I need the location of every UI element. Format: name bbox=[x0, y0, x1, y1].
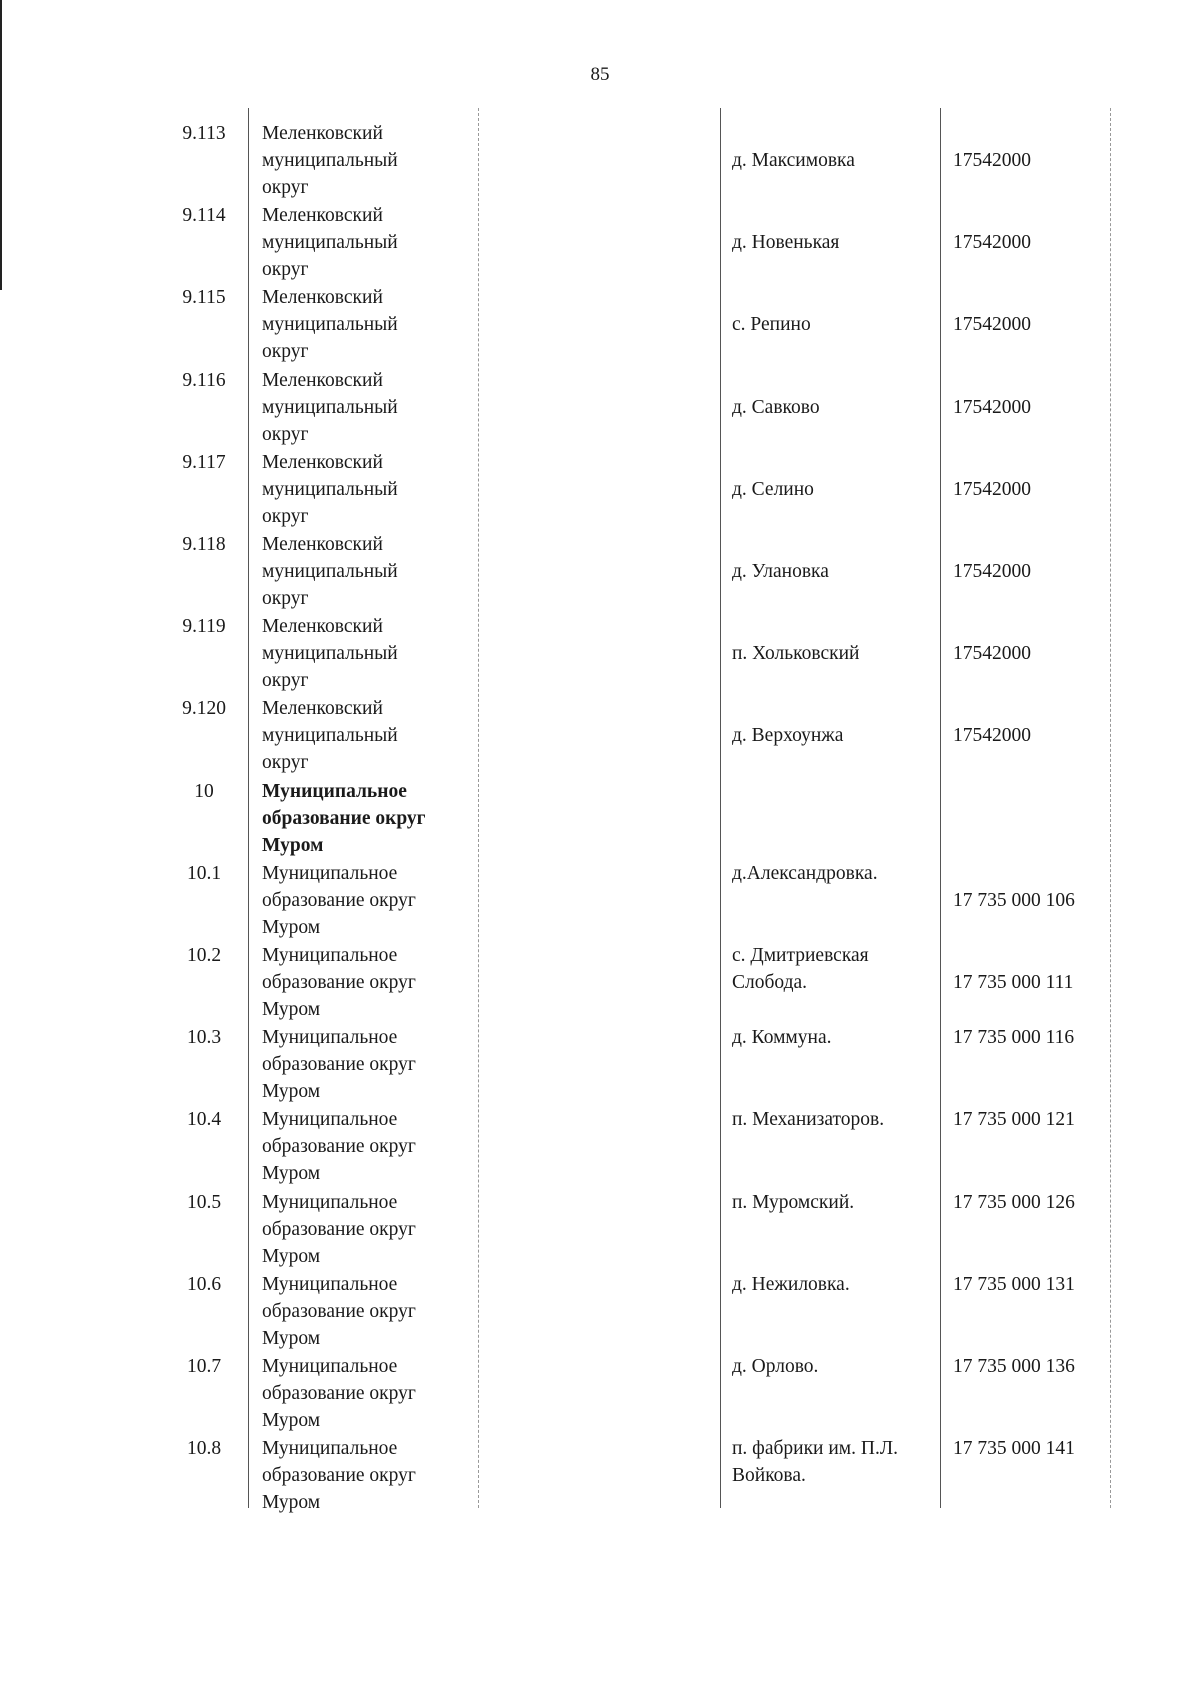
locality-name: д. Орлово. bbox=[732, 1356, 819, 1377]
row-number: 9.118 bbox=[182, 534, 226, 555]
table-row bbox=[0, 613, 1200, 695]
row-number: 10.5 bbox=[186, 1191, 222, 1213]
locality-name: п. Хольковский bbox=[732, 643, 860, 665]
table-row bbox=[0, 1106, 1200, 1188]
row-number: 9.113 bbox=[182, 123, 226, 144]
oktmo-code: 17 735 000 111 bbox=[953, 972, 1074, 993]
locality-name: п. фабрики им. П.Л. Войкова. bbox=[732, 1438, 898, 1487]
municipality-name: Меленковский муниципальный округ bbox=[262, 616, 398, 692]
oktmo-code: 17 735 000 106 bbox=[953, 889, 1075, 911]
row-number: 10.1 bbox=[186, 862, 222, 884]
row-number: 9.120 bbox=[182, 698, 226, 720]
municipality-name: Меленковский муниципальный округ bbox=[262, 205, 398, 281]
municipality-name: Муниципальное образование округ Муром bbox=[262, 1438, 416, 1514]
municipality-name: Муниципальное образование округ Муром bbox=[262, 780, 426, 856]
locality-name: д. Максимовка bbox=[732, 150, 855, 171]
table-row bbox=[0, 1271, 1200, 1353]
table-row bbox=[0, 942, 1200, 1024]
table-row bbox=[0, 1024, 1200, 1106]
row-number: 9.116 bbox=[182, 369, 226, 391]
oktmo-code: 17542000 bbox=[953, 150, 1031, 171]
table-row bbox=[0, 860, 1200, 942]
locality-name: д. Улановка bbox=[732, 561, 829, 582]
row-number: 10 bbox=[194, 780, 214, 802]
oktmo-code: 17 735 000 121 bbox=[953, 1109, 1075, 1131]
locality-name: д. Нежиловка. bbox=[732, 1273, 850, 1295]
municipality-name: Меленковский муниципальный округ bbox=[262, 369, 398, 445]
oktmo-code: 17542000 bbox=[953, 396, 1031, 418]
table-row bbox=[0, 367, 1200, 449]
oktmo-code: 17542000 bbox=[953, 232, 1031, 254]
locality-name: д. Верхоунжа bbox=[732, 725, 844, 747]
municipality-name: Меленковский муниципальный округ bbox=[262, 698, 398, 774]
municipality-name: Меленковский муниципальный округ bbox=[262, 451, 398, 527]
table-row bbox=[0, 531, 1200, 613]
municipality-name: Муниципальное образование округ Муром bbox=[262, 1356, 416, 1431]
oktmo-code: 17542000 bbox=[953, 478, 1031, 500]
municipality-name: Меленковский муниципальный округ bbox=[262, 534, 398, 609]
oktmo-code: 17 735 000 116 bbox=[953, 1027, 1075, 1049]
row-number: 10.8 bbox=[186, 1438, 222, 1460]
oktmo-code: 17 735 000 141 bbox=[953, 1438, 1075, 1460]
locality-name: д. Селино bbox=[732, 478, 814, 500]
row-number: 9.115 bbox=[182, 287, 226, 309]
oktmo-code: 17 735 000 131 bbox=[953, 1273, 1075, 1295]
oktmo-code: 17542000 bbox=[953, 725, 1031, 747]
row-number: 10.4 bbox=[186, 1109, 222, 1131]
row-number: 10.2 bbox=[186, 945, 222, 966]
table-row bbox=[0, 1353, 1200, 1435]
locality-name: д. Новенькая bbox=[732, 232, 840, 254]
municipality-name: Муниципальное образование округ Муром bbox=[262, 1027, 416, 1103]
row-number: 9.117 bbox=[182, 451, 226, 473]
table-row bbox=[0, 1189, 1200, 1271]
row-number: 10.7 bbox=[186, 1356, 222, 1377]
municipality-name: Муниципальное образование округ Муром bbox=[262, 1273, 416, 1349]
row-number: 9.114 bbox=[182, 205, 226, 227]
oktmo-code: 17 735 000 136 bbox=[953, 1356, 1075, 1377]
table-row bbox=[0, 120, 1200, 202]
table-row bbox=[0, 449, 1200, 531]
locality-name: п. Механизаторов. bbox=[732, 1109, 885, 1131]
table-row bbox=[0, 284, 1200, 366]
municipality-name: Меленковский муниципальный округ bbox=[262, 287, 398, 363]
locality-name: с. Дмитриевская Слобода. bbox=[732, 945, 869, 993]
locality-name: д.Александровка. bbox=[732, 862, 878, 884]
row-number: 10.3 bbox=[186, 1027, 222, 1049]
municipality-name: Муниципальное образование округ Муром bbox=[262, 862, 416, 938]
locality-name: д. Савково bbox=[732, 396, 820, 418]
municipality-name: Меленковский муниципальный округ bbox=[262, 123, 398, 198]
table-row bbox=[0, 778, 1200, 860]
municipality-name: Муниципальное образование округ Муром bbox=[262, 1191, 416, 1267]
oktmo-code: 17542000 bbox=[953, 643, 1031, 665]
locality-name: д. Коммуна. bbox=[732, 1027, 832, 1049]
oktmo-code: 17 735 000 126 bbox=[953, 1191, 1075, 1213]
row-number: 9.119 bbox=[182, 616, 226, 638]
locality-name: п. Муромский. bbox=[732, 1191, 855, 1213]
table-row bbox=[0, 1435, 1200, 1517]
row-number: 10.6 bbox=[186, 1273, 222, 1295]
oktmo-code: 17542000 bbox=[953, 561, 1031, 582]
page-number: 85 bbox=[590, 64, 610, 85]
table-row bbox=[0, 695, 1200, 777]
municipality-name: Муниципальное образование округ Муром bbox=[262, 945, 416, 1020]
oktmo-code: 17542000 bbox=[953, 314, 1031, 336]
table-row bbox=[0, 202, 1200, 284]
locality-name: с. Репино bbox=[732, 314, 811, 336]
municipality-name: Муниципальное образование округ Муром bbox=[262, 1109, 416, 1185]
